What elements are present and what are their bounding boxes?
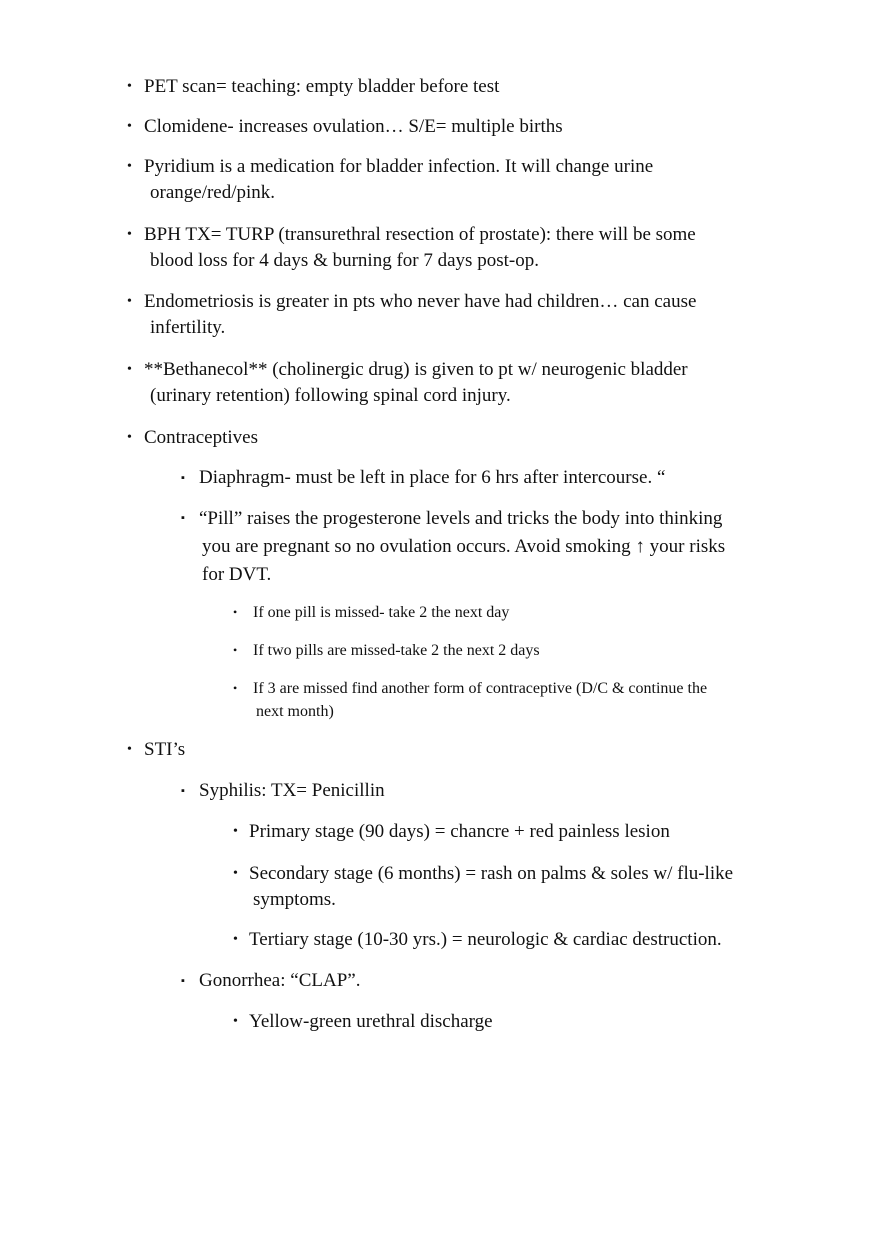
list-item-text: “Pill” raises the progesterone levels and tricks the body into thinking (199, 508, 723, 529)
bullet-icon: • (127, 294, 132, 309)
list-item-text: (urinary retention) following spinal cord injury. (150, 385, 511, 406)
list-item (233, 1009, 493, 1035)
bullet-icon: • (127, 362, 132, 377)
list-item (181, 778, 385, 804)
list-item-text: Gonorrhea: “CLAP”. (199, 970, 361, 991)
list-item-text: blood loss for 4 days & burning for 7 days post-op. (150, 250, 539, 271)
list-item (233, 639, 540, 662)
list-item-text: Clomidene- increases ovulation… S/E= multiple births (144, 116, 563, 137)
bullet-icon: • (233, 932, 238, 947)
list-item (127, 289, 697, 341)
bullet-icon: • (127, 430, 132, 445)
list-item-text: Pyridium is a medication for bladder infection. It will change urine (144, 156, 654, 177)
list-item-text: symptoms. (253, 889, 336, 910)
list-item-text: Syphilis: TX= Penicillin (199, 780, 385, 801)
list-item-text: infertility. (150, 317, 226, 338)
list-item-text: Diaphragm- must be left in place for 6 hrs after intercourse. “ (199, 467, 666, 488)
list-item (127, 114, 563, 140)
list-item (233, 677, 708, 723)
list-item (127, 357, 688, 409)
list-item (127, 737, 186, 763)
bullet-icon: • (233, 866, 238, 881)
bullet-icon: • (127, 159, 132, 174)
bullet-icon: • (127, 742, 132, 757)
bullet-icon: • (127, 227, 132, 242)
list-item-text: PET scan= teaching: empty bladder before test (144, 76, 500, 97)
bullet-icon: • (127, 79, 132, 94)
list-item-text: STI’s (144, 739, 186, 760)
square-bullet-icon: ▪ (181, 785, 185, 797)
list-item (181, 505, 726, 589)
list-item-text: next month) (256, 703, 334, 720)
list-item (127, 154, 654, 206)
list-item-text: **Bethanecol** (cholinergic drug) is given to pt w/ neurogenic bladder (144, 359, 688, 380)
bullet-icon: • (127, 119, 132, 134)
list-item-text: If one pill is missed- take 2 the next day (253, 604, 510, 621)
list-item-text: orange/red/pink. (150, 182, 276, 203)
list-item (127, 425, 258, 451)
list-item-text: Secondary stage (6 months) = rash on palms & soles w/ flu-like (249, 863, 734, 884)
list-item-text: Tertiary stage (10-30 yrs.) = neurologic & cardiac destruction. (249, 929, 722, 950)
list-item (233, 819, 670, 845)
bullet-icon: • (233, 643, 238, 657)
bullet-icon: • (233, 681, 238, 695)
list-item-text: for DVT. (202, 564, 272, 585)
list-item (127, 222, 696, 274)
square-bullet-icon: ▪ (181, 975, 185, 987)
list-item-text: If 3 are missed find another form of contraceptive (D/C & continue the (253, 680, 708, 697)
bullet-icon: • (233, 824, 238, 839)
square-bullet-icon: ▪ (181, 512, 185, 524)
list-item-text: Primary stage (90 days) = chancre + red painless lesion (249, 821, 670, 842)
list-item-text: If two pills are missed-take 2 the next 2 days (253, 642, 540, 659)
list-item-text: you are pregnant so no ovulation occurs. Avoid smoking ↑ your risks (202, 536, 726, 557)
list-item-text: Yellow-green urethral discharge (249, 1011, 493, 1032)
list-item-text: Contraceptives (144, 427, 258, 448)
list-item (233, 601, 510, 624)
list-item (233, 927, 722, 953)
list-item (233, 861, 734, 913)
list-item (127, 74, 500, 100)
list-item-text: BPH TX= TURP (transurethral resection of prostate): there will be some (144, 224, 696, 245)
square-bullet-icon: ▪ (181, 472, 185, 484)
bullet-icon: • (233, 605, 238, 619)
bullet-icon: • (233, 1014, 238, 1029)
list-item-text: Endometriosis is greater in pts who never have had children… can cause (144, 291, 697, 312)
list-item (181, 465, 666, 491)
list-item (181, 968, 361, 994)
